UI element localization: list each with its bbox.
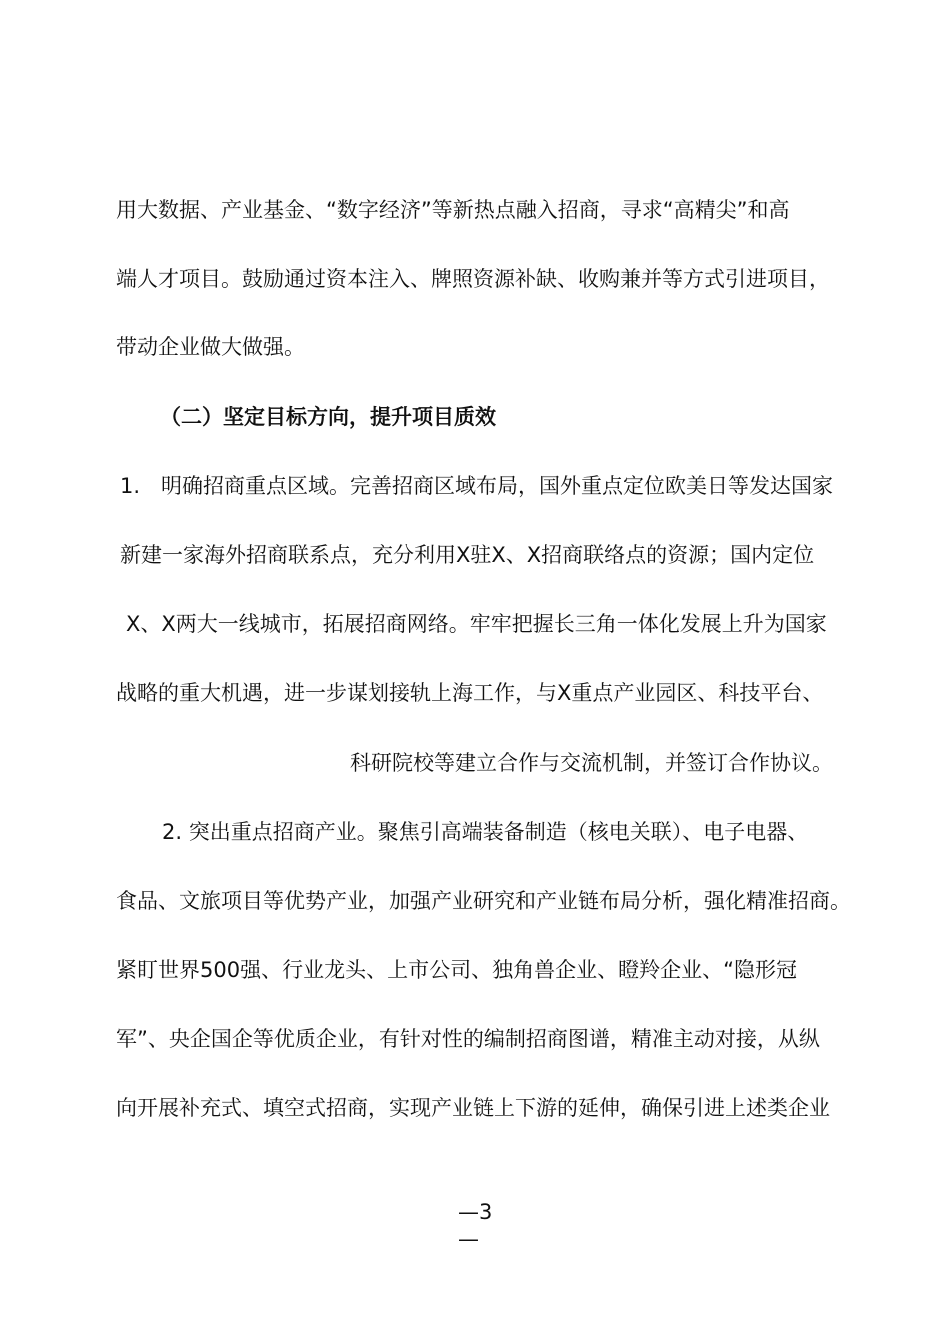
item-2-line-5: 向开展补充式、填空式招商，实现产业链上下游的延伸，确保引进上述类企业 xyxy=(116,1096,830,1120)
paragraph-1-line-1: 用大数据、产业基金、“数字经济”等新热点融入招商，寻求“高精尖”和高 xyxy=(116,198,790,222)
item-2-line-4: 军”、央企国企等优质企业，有针对性的编制招商图谱，精准主动对接，从纵 xyxy=(116,1027,820,1051)
item-1-line-5: 科研院校等建立合作与交流机制，并签订合作协议。 xyxy=(350,751,833,775)
item-2-line-2: 食品、文旅项目等优势产业，加强产业研究和产业链布局分析，强化精准招商。 xyxy=(116,889,851,913)
item-1-line-3: X、X两大一线城市，拓展招商网络。牢牢把握长三角一体化发展上升为国家 xyxy=(126,612,827,636)
item-1-line-1: 1. 明确招商重点区域。完善招商区域布局，国外重点定位欧美日等发达国家 xyxy=(120,474,834,498)
page-number-dash: — xyxy=(458,1227,479,1251)
paragraph-1-line-2: 端人才项目。鼓励通过资本注入、牌照资源补缺、收购兼并等方式引进项目， xyxy=(116,267,830,291)
item-1-line-4: 战略的重大机遇，进一步谋划接轨上海工作，与X重点产业园区、科技平台、 xyxy=(116,681,824,705)
item-1-line-2: 新建一家海外招商联系点，充分利用X驻X、X招商联络点的资源；国内定位 xyxy=(120,543,815,567)
item-2-line-1: 2. 突出重点招商产业。聚焦引高端装备制造（核电关联）、电子电器、 xyxy=(162,820,809,844)
item-2-line-3: 紧盯世界500强、行业龙头、上市公司、独角兽企业、瞪羚企业、“隐形冠 xyxy=(116,958,797,982)
page-number: —3 xyxy=(458,1200,493,1224)
section-heading: （二）坚定目标方向，提升项目质效 xyxy=(160,405,496,429)
paragraph-1-line-3: 带动企业做大做强。 xyxy=(116,335,305,359)
